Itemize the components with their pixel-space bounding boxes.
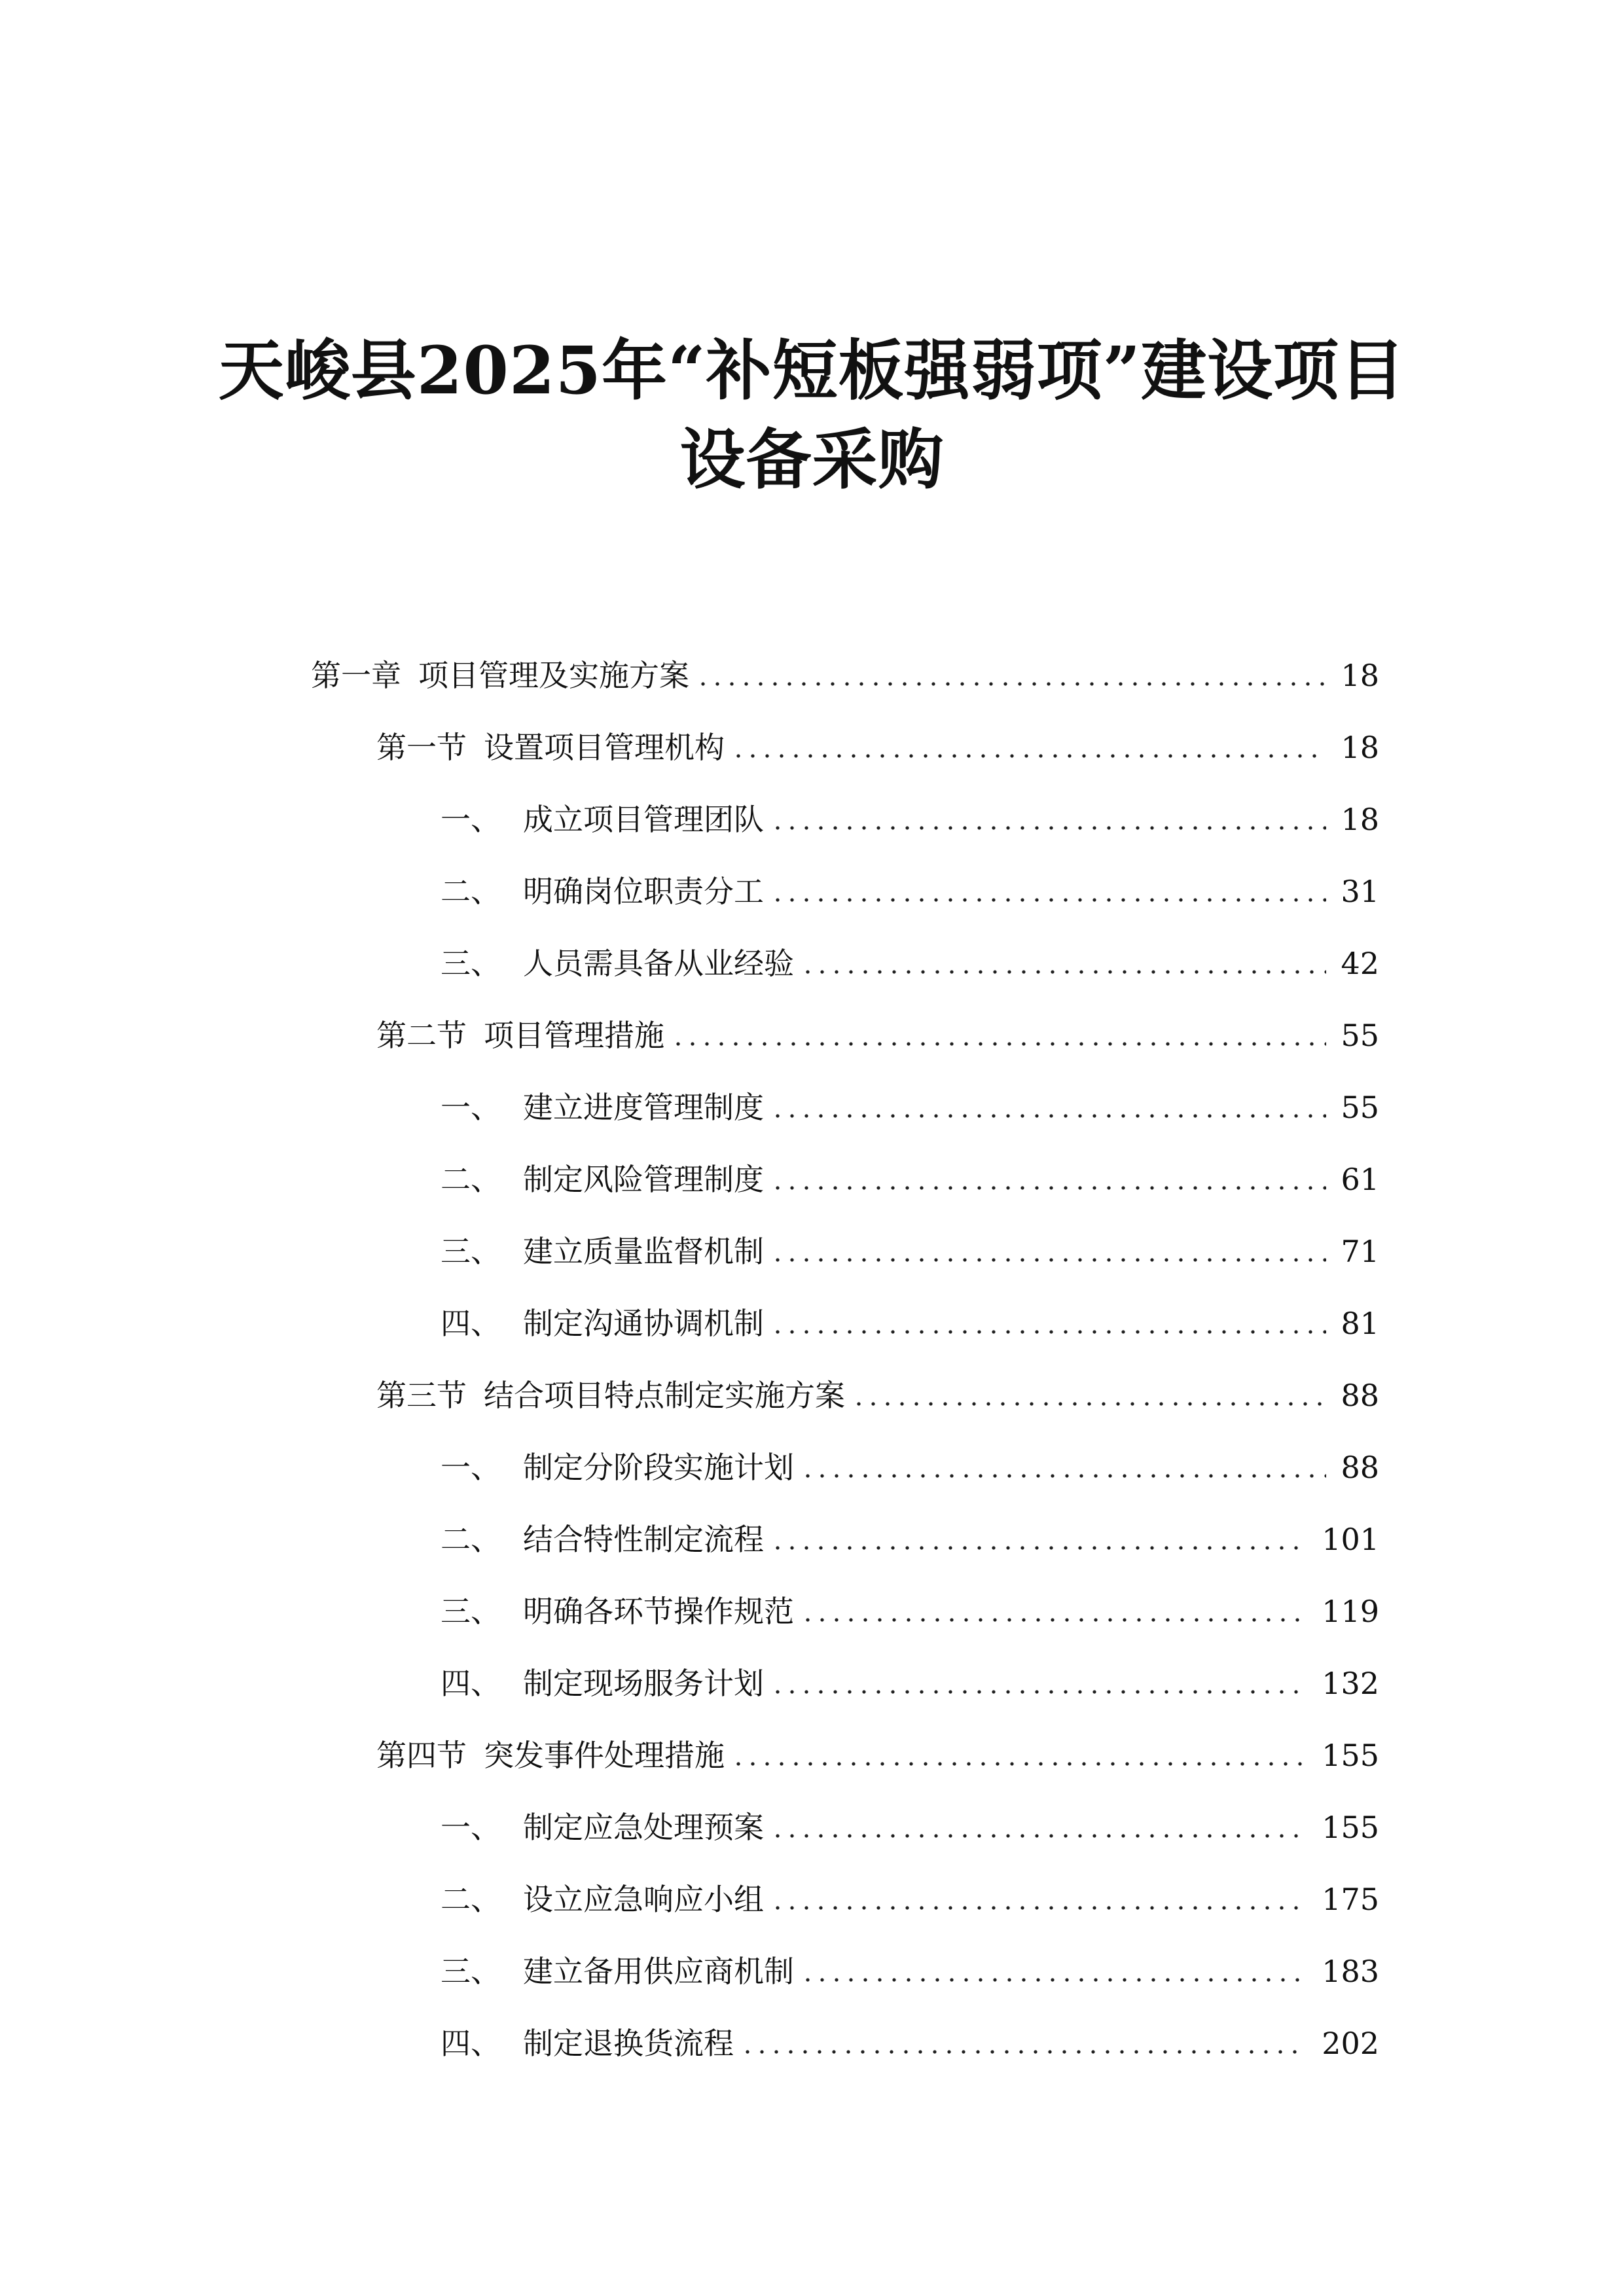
toc-entry-marker: 一、 — [441, 802, 501, 837]
toc-entry-item[interactable] — [441, 870, 1379, 912]
toc-entry-page: 81 — [1341, 1306, 1379, 1341]
toc-entry-page: 42 — [1341, 946, 1379, 981]
toc-entry-marker: 二、 — [441, 1522, 501, 1557]
toc-entry-marker: 三、 — [441, 1954, 501, 1989]
toc-entry-item[interactable] — [441, 1950, 1379, 1992]
toc-entry-item[interactable] — [441, 1230, 1379, 1272]
toc-entry-label: 建立质量监督机制 — [523, 1234, 764, 1269]
toc-entry-item[interactable] — [441, 1518, 1379, 1560]
toc-entry-page: 71 — [1341, 1234, 1379, 1269]
title-line-2: 设备采购 — [679, 421, 945, 498]
dot-leader — [770, 1114, 1326, 1118]
toc-entry-page: 155 — [1322, 1810, 1379, 1845]
toc-entry-page: 61 — [1341, 1162, 1379, 1197]
toc-entry-page: 18 — [1341, 730, 1379, 765]
toc-entry-item[interactable] — [441, 942, 1379, 984]
dot-leader — [770, 1258, 1326, 1262]
toc-entry-marker: 第三节 — [376, 1378, 467, 1413]
dot-leader — [801, 1978, 1307, 1982]
toc-entry-section-4[interactable] — [376, 1734, 1379, 1776]
toc-entry-label: 结合特性制定流程 — [523, 1522, 764, 1557]
toc-entry-page: 183 — [1322, 1954, 1379, 1989]
toc-entry-label: 人员需具备从业经验 — [523, 946, 794, 981]
toc-entry-label: 制定应急处理预案 — [523, 1810, 764, 1845]
dot-leader — [770, 1546, 1307, 1550]
toc-entry-label: 明确各环节操作规范 — [523, 1594, 794, 1629]
toc-entry-marker: 一、 — [441, 1810, 501, 1845]
toc-entry-label: 建立进度管理制度 — [523, 1090, 764, 1125]
toc-entry-label: 设立应急响应小组 — [523, 1882, 764, 1917]
toc-entry-section-2[interactable] — [376, 1014, 1379, 1056]
toc-entry-item[interactable] — [441, 1878, 1379, 1920]
toc-entry-item[interactable] — [441, 2022, 1379, 2064]
toc-entry-page: 55 — [1341, 1090, 1379, 1125]
toc-entry-page: 101 — [1322, 1522, 1379, 1557]
toc-entry-marker: 四、 — [441, 2026, 501, 2061]
dot-leader — [731, 754, 1326, 758]
toc-entry-marker: 三、 — [441, 1594, 501, 1629]
toc-entry-item[interactable] — [441, 1590, 1379, 1632]
toc-entry-marker: 第二节 — [376, 1018, 467, 1053]
toc-entry-section-1[interactable] — [376, 726, 1379, 768]
toc-entry-page: 155 — [1322, 1738, 1379, 1773]
toc-entry-page: 132 — [1322, 1666, 1379, 1701]
dot-leader — [770, 826, 1326, 830]
toc-entry-page: 202 — [1322, 2026, 1379, 2061]
toc-entry-label: 制定沟通协调机制 — [523, 1306, 764, 1341]
toc-entry-page: 175 — [1322, 1882, 1379, 1917]
toc-entry-marker: 四、 — [441, 1306, 501, 1341]
dot-leader — [770, 1330, 1326, 1334]
dot-leader — [770, 898, 1326, 902]
dot-leader — [801, 1474, 1326, 1478]
dot-leader — [671, 1042, 1326, 1046]
toc-entry-page: 119 — [1322, 1594, 1379, 1629]
toc-entry-item[interactable] — [441, 1446, 1379, 1488]
toc-entry-label: 建立备用供应商机制 — [523, 1954, 794, 1989]
toc-entry-marker: 二、 — [441, 1162, 501, 1197]
toc-entry-item[interactable] — [441, 1662, 1379, 1704]
toc-entry-item[interactable] — [441, 1806, 1379, 1848]
toc-entry-label: 成立项目管理团队 — [523, 802, 764, 837]
toc-entry-marker: 二、 — [441, 874, 501, 909]
toc-entry-label: 制定现场服务计划 — [523, 1666, 764, 1701]
toc-entry-item[interactable] — [441, 798, 1379, 840]
dot-leader — [770, 1186, 1326, 1190]
toc-entry-label: 制定退换货流程 — [523, 2026, 734, 2061]
toc-entry-label: 设置项目管理机构 — [484, 730, 725, 765]
toc-entry-marker: 一、 — [441, 1090, 501, 1125]
toc-entry-item[interactable] — [441, 1158, 1379, 1200]
toc-entry-label: 项目管理措施 — [484, 1018, 664, 1053]
toc-entry-marker: 第一节 — [376, 730, 467, 765]
dot-leader — [740, 2050, 1307, 2054]
toc-entry-label: 突发事件处理措施 — [484, 1738, 725, 1773]
toc-entry-page: 88 — [1341, 1378, 1379, 1413]
toc-entry-marker: 第一章 — [311, 658, 401, 693]
toc-entry-section-3[interactable] — [376, 1374, 1379, 1416]
toc-entry-marker: 三、 — [441, 1234, 501, 1269]
toc-entry-chapter-1[interactable] — [311, 655, 1379, 696]
dot-leader — [696, 682, 1326, 686]
title-line-1: 天峻县2025年“补短板强弱项”建设项目 — [218, 332, 1406, 409]
toc-entry-page: 18 — [1341, 802, 1379, 837]
dot-leader — [731, 1762, 1307, 1766]
toc-entry-label: 项目管理及实施方案 — [418, 658, 689, 693]
dot-leader — [801, 970, 1326, 974]
toc-entry-marker: 三、 — [441, 946, 501, 981]
toc-entry-page: 31 — [1341, 874, 1379, 909]
toc-entry-label: 结合项目特点制定实施方案 — [484, 1378, 845, 1413]
dot-leader — [852, 1402, 1326, 1406]
toc-entry-marker: 一、 — [441, 1450, 501, 1485]
toc-entry-label: 制定分阶段实施计划 — [523, 1450, 794, 1485]
toc-entry-item[interactable] — [441, 1086, 1379, 1128]
dot-leader — [801, 1618, 1307, 1622]
dot-leader — [770, 1834, 1307, 1838]
dot-leader — [770, 1690, 1307, 1694]
toc-entry-marker: 四、 — [441, 1666, 501, 1701]
dot-leader — [770, 1906, 1307, 1910]
toc-entry-marker: 二、 — [441, 1882, 501, 1917]
toc-entry-marker: 第四节 — [376, 1738, 467, 1773]
toc-entry-page: 88 — [1341, 1450, 1379, 1485]
toc-entry-page: 18 — [1341, 658, 1379, 693]
toc-entry-item[interactable] — [441, 1302, 1379, 1344]
toc-entry-label: 明确岗位职责分工 — [523, 874, 764, 909]
toc-entry-label: 制定风险管理制度 — [523, 1162, 764, 1197]
toc-entry-page: 55 — [1341, 1018, 1379, 1053]
